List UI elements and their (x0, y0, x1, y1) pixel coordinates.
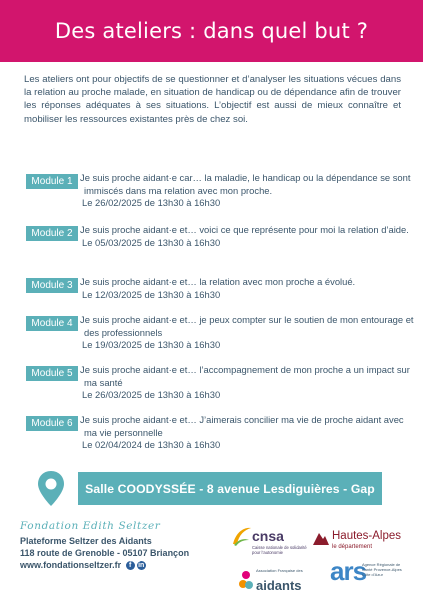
module-badge: Module 3 (26, 278, 78, 293)
footer-platform-name: Plateforme Seltzer des Aidants (20, 536, 152, 546)
module-date: Le 12/03/2025 de 13h30 à 16h30 (82, 288, 221, 300)
aidants-logo-subtitle: Association Française des (256, 568, 303, 573)
module-date: Le 19/03/2025 de 13h30 à 16h30 (82, 339, 221, 351)
aidants-logo-text: aidants (256, 578, 302, 593)
foundation-logo-text: Fondation Edith Seltzer (20, 520, 161, 532)
ars-logo-subtitle: Agence Régionale de Santé Provence-Alpes Côte d’Azur (362, 562, 402, 577)
aidants-heart-icon (238, 570, 254, 592)
footer-website-link[interactable]: www.fondationseltzer.fr (20, 560, 122, 570)
cnsa-swoosh-icon (230, 524, 252, 548)
hautes-alpes-mountain-icon (312, 529, 330, 547)
cnsa-logo (230, 522, 307, 568)
hautes-alpes-logo-subtitle: le département (332, 544, 373, 550)
ars-logo-text: ars (330, 556, 367, 586)
module-badge: Module 2 (26, 226, 78, 241)
cnsa-logo-text: cnsa (252, 528, 284, 544)
module-date: Le 05/03/2025 de 13h30 à 16h30 (82, 236, 221, 248)
header-banner (0, 0, 423, 62)
module-text (80, 172, 415, 210)
module-text (80, 414, 415, 452)
module-description: Je suis proche aidant·e et… l’accompagnement de mon proche a un impact sur ma santé (80, 364, 410, 388)
aidants-logo (238, 568, 308, 596)
module-description: Je suis proche aidant·e et… voici ce que représente pour moi la relation d’aide. (80, 224, 409, 235)
module-text (80, 276, 415, 301)
location-banner (36, 470, 388, 508)
hautes-alpes-logo (312, 527, 412, 555)
module-description: Je suis proche aidant·e et… je peux compter sur le soutien de mon entourage et des professionnels (80, 314, 414, 338)
intro-paragraph: Les ateliers ont pour objectifs de se questionner et d’analyser les situations vécues dans la relation au proche malade, en situation de handicap ou de dépendance afin de trouver les réponses adéquates à ses situations. L’objectif est aussi de mieux connaître et mobiliser les ressources existantes près de chez soi. (24, 74, 401, 125)
module-date: Le 02/04/2024 de 13h30 à 16h30 (82, 439, 221, 451)
module-description: Je suis proche aidant·e car… la maladie, le handicap ou la dépendance se sont immiscés dans ma relation avec mon proche. (80, 172, 411, 196)
module-text (80, 314, 415, 352)
hautes-alpes-logo-text: Hautes-Alpes (332, 530, 402, 542)
map-pin-icon (36, 470, 66, 508)
location-address: Salle COODYSSÉE - 8 avenue Lesdiguières - Gap (78, 472, 382, 505)
ars-logo (330, 556, 410, 596)
module-badge: Module 5 (26, 366, 78, 381)
module-badge: Module 6 (26, 416, 78, 431)
module-description: Je suis proche aidant·e et… J’aimerais concilier ma vie de proche aidant avec ma vie personnelle (80, 414, 404, 438)
module-text (80, 224, 415, 249)
module-text (80, 364, 415, 402)
module-badge: Module 1 (26, 174, 78, 189)
module-date: Le 26/02/2025 de 13h30 à 16h30 (82, 197, 221, 209)
footer-address: 118 route de Grenoble - 05107 Briançon (20, 548, 190, 558)
facebook-icon[interactable]: f (126, 561, 135, 570)
cnsa-logo-subtitle: Caisse nationale de solidarité pour l’autonomie (252, 545, 307, 555)
module-date: Le 26/03/2025 de 13h30 à 16h30 (82, 389, 221, 401)
module-badge: Module 4 (26, 316, 78, 331)
module-description: Je suis proche aidant·e et… la relation avec mon proche a évolué. (80, 276, 356, 287)
page-title: Des ateliers : dans quel but ? (54, 19, 369, 43)
linkedin-icon[interactable]: in (138, 562, 145, 570)
footer-contact (20, 520, 220, 571)
